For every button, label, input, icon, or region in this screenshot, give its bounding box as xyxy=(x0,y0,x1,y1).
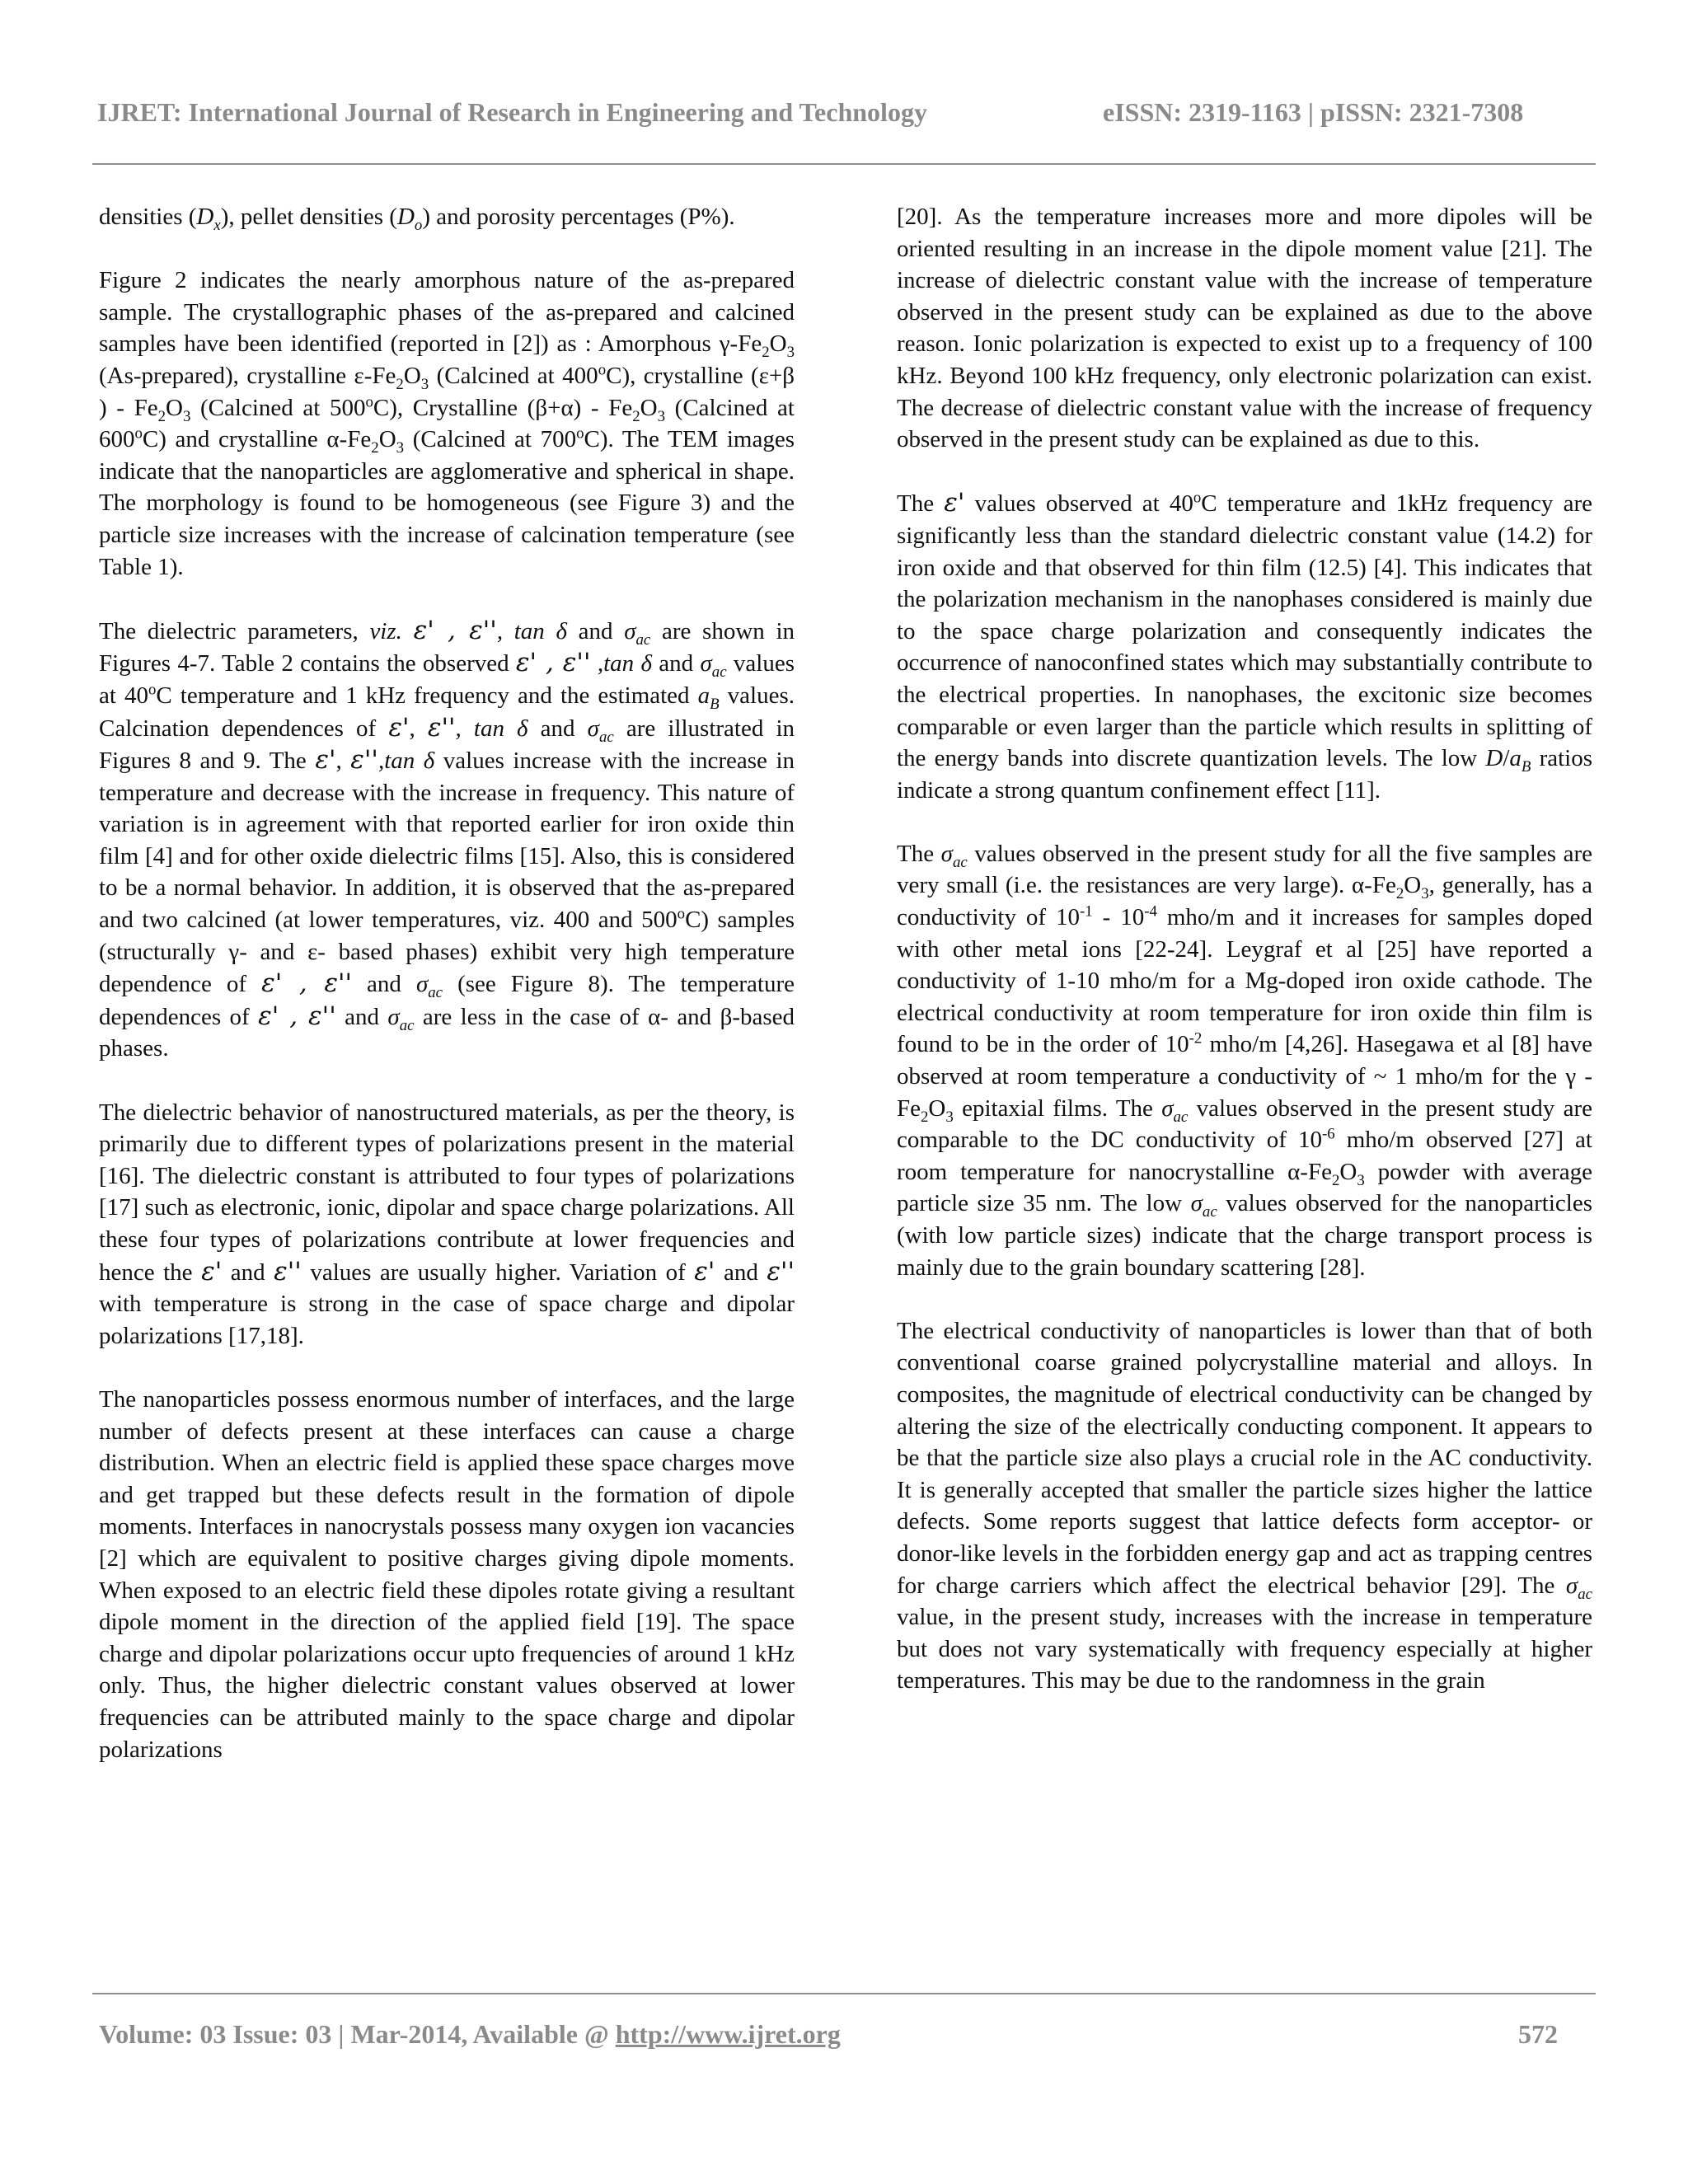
paragraph: The $\sigma_{ac}$ values observed in the present study for all the five samples are very small (i.e. the resistances are very large). $\alpha-Fe_2O_3$, generally, has a conductivity of $10^{-1} - 10^{-4}$ mho/m and it increases for samples doped with other metal ions [22-24]. Leygraf et al [25] have reported a conductivity of 1-10 mho/m for a Mg-doped iron oxide cathode. The electrical conductivity at room temperature for iron oxide thin film is found to be in the order of $10^{-2}$ mho/m [4,26]. Hasegawa et al [8] have observed at room temperature a conductivity of ~ 1 mho/m for the γ $-Fe_2O_3$ epitaxial films. The $\sigma_{ac}$ values observed in the present study are comparable to the DC conductivity of $10^{-6}$ mho/m observed [27] at room temperature for nanocrystalline $\alpha-Fe_2O_3$ powder with average particle size 35 nm. The low $\sigma_{ac}$ values observed for the nanoparticles (with low particle sizes) indicate that the charge transport process is mainly due to the grain boundary scattering [28]. xyxy=(897,840,1592,1281)
left-column xyxy=(99,201,795,1765)
paragraph: The ε' values observed at 40$^o$C temperature and 1kHz frequency are significantly less than the standard dielectric constant value (14.2) for iron oxide and that observed for thin film (12.5) [4]. This indicates that the polarization mechanism in the nanophases considered is mainly due to the space charge polarization and consequently indicates the occurrence of nanoconfined states which may substantially contribute to the electrical properties. In nanophases, the excitonic size becomes comparable or even larger than the particle which results in splitting of the energy bands into discrete quantization levels. The low $D/a_B$ ratios indicate a strong quantum confinement effect [11]. xyxy=(897,488,1592,804)
footer-volume-text: Volume: 03 Issue: 03 | Mar-2014, Available @ xyxy=(99,2019,616,2049)
journal-title: IJRET: International Journal of Research in Engineering and Technology xyxy=(97,97,927,127)
paragraph: The dielectric parameters, viz. ε' , ε'', tan δ and $\sigma_{ac}$ are shown in Figures 4-7. Table 2 contains the observed ε' , ε'' ,tan δ and $\sigma_{ac}$ values at 40$^o$C temperature and 1 kHz frequency and the estimated $a_B$ values. Calcination dependences of ε', ε'', tan δ and $\sigma_{ac}$ are illustrated in Figures 8 and 9. The ε', ε'',tan δ values increase with the increase in temperature and decrease with the increase in frequency. This nature of variation is in agreement with that reported earlier for iron oxide thin film [4] and for other oxide dielectric films [15]. Also, this is considered to be a normal behavior. In addition, it is observed that the as-prepared and two calcined (at lower temperatures, viz. 400 and 500$^o$C) samples (structurally γ- and ε- based phases) exhibit very high temperature dependence of ε' , ε'' and $\sigma_{ac}$ (see Figure 8). The temperature dependences of ε' , ε'' and $\sigma_{ac}$ are less in the case of α- and β-based phases. xyxy=(99,615,795,1062)
paragraph: [20]. As the temperature increases more and more dipoles will be oriented resulting in an increase in the dipole moment value [21]. The increase of dielectric constant value with the increase of temperature observed in the present study can be explained as due to the above reason. Ionic polarization is expected to exist up to a frequency of 100 kHz. Beyond 100 kHz frequency, only electronic polarization can exist. The decrease of dielectric constant value with the increase of frequency observed in the present study can be explained as due to this. xyxy=(897,204,1592,453)
journal-url-link[interactable]: http://www.ijret.org xyxy=(615,2019,841,2049)
issn-label: eISSN: 2319-1163 | pISSN: 2321-7308 xyxy=(1103,97,1524,127)
footer-volume xyxy=(99,2019,841,2050)
paragraph: Figure 2 indicates the nearly amorphous nature of the as-prepared sample. The crystallographic phases of the as-prepared and calcined samples have been identified (reported in [2]) as : Amorphous $\gamma-Fe_2O_3$ (As-prepared), crystalline $\varepsilon-Fe_2O_3$ (Calcined at 400$^o$C), crystalline (ε+β ) - $Fe_2O_3$ (Calcined at 500$^o$C), Crystalline $(\beta+\alpha) - Fe_2O_3$ (Calcined at 600$^o$C) and crystalline $\alpha-Fe_2O_3$ (Calcined at 700$^o$C). The TEM images indicate that the nanoparticles are agglomerative and spherical in shape. The morphology is found to be homogeneous (see Figure 3) and the particle size increases with the increase of calcination temperature (see Table 1). xyxy=(99,267,795,580)
footer-divider xyxy=(92,1993,1596,1994)
paragraph: The nanoparticles possess enormous number of interfaces, and the large number of defects present at these interfaces can cause a charge distribution. When an electric field is applied these space charges move and get trapped but these defects result in the formation of dipole moments. Interfaces in nanocrystals possess many oxygen ion vacancies [2] which are equivalent to positive charges giving dipole moments. When exposed to an electric field these dipoles rotate giving a resultant dipole moment in the direction of the applied field [19]. The space charge and dipolar polarizations occur upto frequencies of around 1 kHz only. Thus, the higher dielectric constant values observed at lower frequencies can be attributed mainly to the space charge and dipolar polarizations xyxy=(99,1385,795,1763)
paragraph: The electrical conductivity of nanoparticles is lower than that of both conventional coarse grained polycrystalline material and alloys. In composites, the magnitude of electrical conductivity can be changed by altering the size of the electrically conducting component. It appears to be that the particle size also plays a crucial role in the AC conductivity. It is generally accepted that smaller the particle sizes higher the lattice defects. Some reports suggest that lattice defects form acceptor- or donor-like levels in the forbidden energy gap and act as trapping centres for charge carriers which affect the electrical behavior [29]. The $\sigma_{ac}$ value, in the present study, increases with the increase in temperature but does not vary systematically with frequency especially at higher temperatures. This may be due to the randomness in the grain xyxy=(897,1317,1592,1694)
paragraph: The dielectric behavior of nanostructured materials, as per the theory, is primarily due to different types of polarizations present in the material [16]. The dielectric constant is attributed to four types of polarizations [17] such as electronic, ionic, dipolar and space charge polarizations. All these four types of polarizations contribute at lower frequencies and hence the ε' and ε'' values are usually higher. Variation of ε' and ε'' with temperature is strong in the case of space charge and dipolar polarizations [17,18]. xyxy=(99,1099,795,1349)
page-number: 572 xyxy=(1518,2019,1558,2049)
header-divider xyxy=(92,163,1596,165)
right-column xyxy=(897,201,1592,1697)
paragraph: densities $(D_x)$, pellet densities $(D_o)$ and porosity percentages (P%). xyxy=(99,204,735,234)
